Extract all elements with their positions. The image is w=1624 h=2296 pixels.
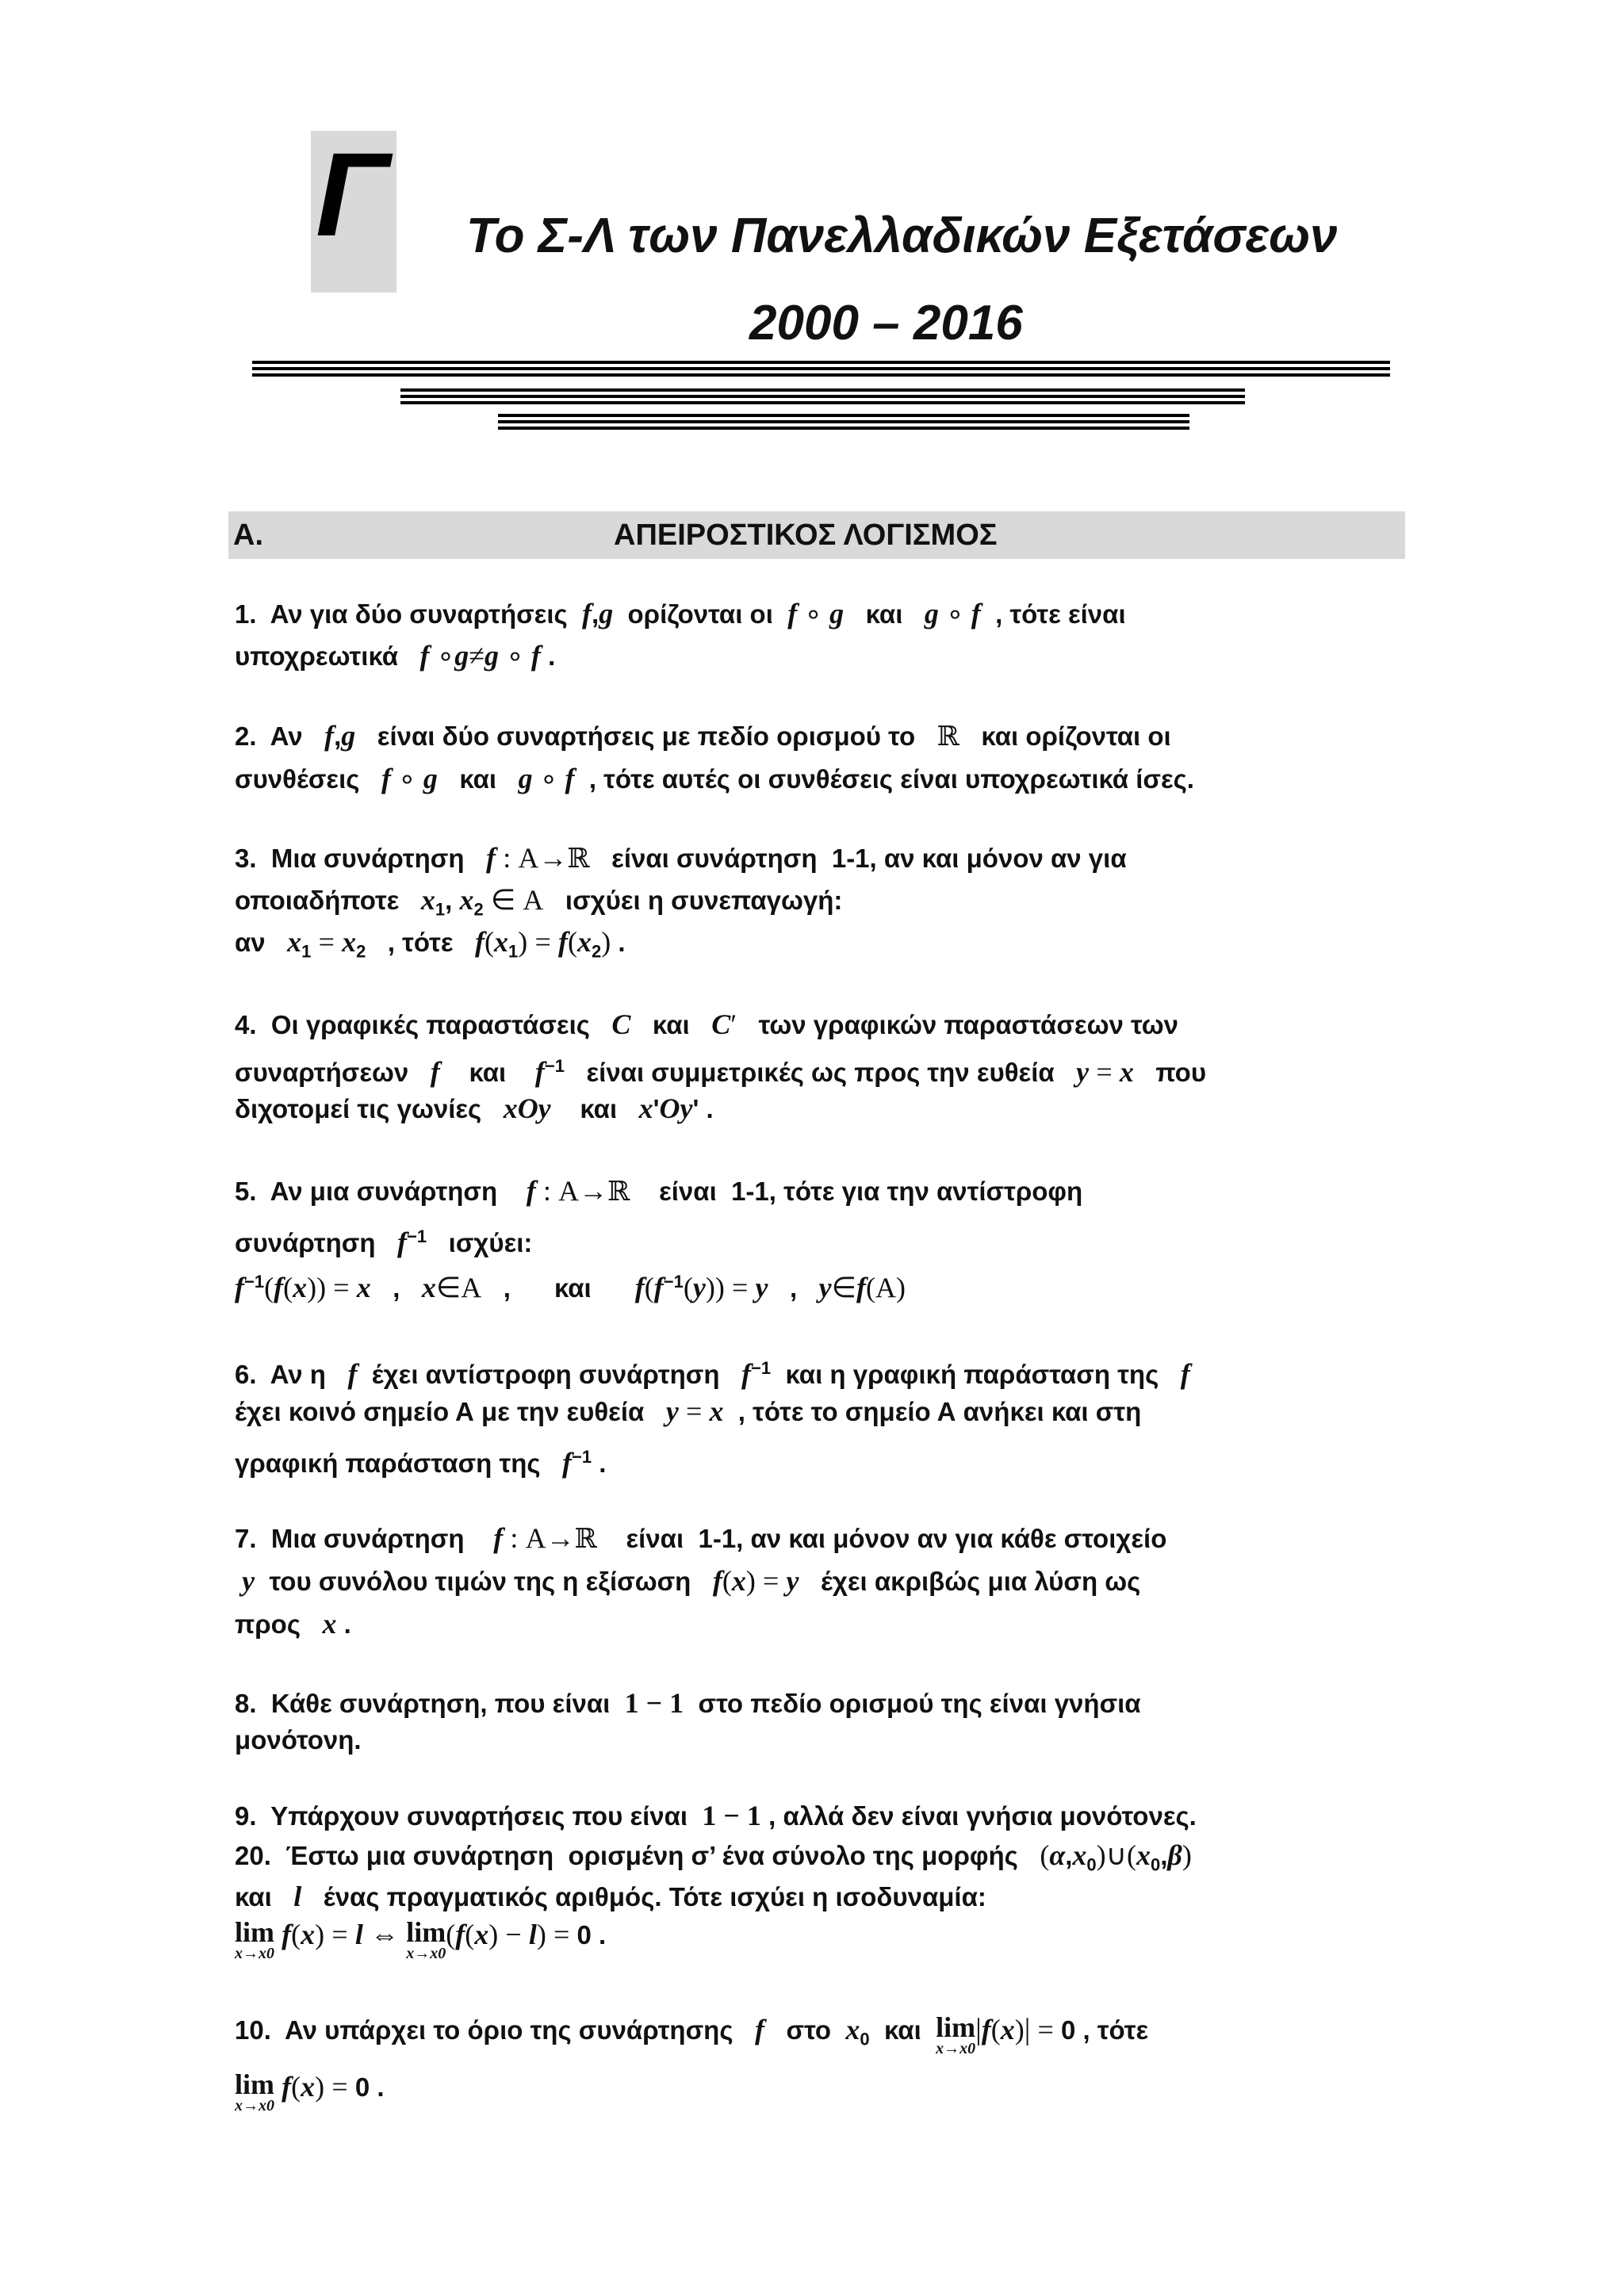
item-number: 3. <box>235 844 257 873</box>
limit-notation: lim x→x0 <box>235 1916 274 1962</box>
section-letter: Α. <box>233 519 263 552</box>
chapter-letter: Γ <box>316 128 389 261</box>
item-number: 2. <box>235 721 257 751</box>
page-title: Το Σ-Λ των Πανελλαδικών Εξετάσεων <box>466 209 1338 263</box>
page-subtitle-years: 2000 – 2016 <box>749 296 1023 350</box>
item-number: 7. <box>235 1524 257 1553</box>
item-number: 6. <box>235 1360 257 1389</box>
limit-notation: lim x→x0 <box>235 2068 274 2114</box>
item-number: 10. <box>235 2015 271 2045</box>
item-number: 4. <box>235 1010 257 1039</box>
limit-notation: lim x→x0 <box>936 2011 976 2057</box>
item-number: 20. <box>235 1841 271 1870</box>
section-title: ΑΠΕΙΡΟΣΤΙΚΟΣ ΛΟΓΙΣΜΟΣ <box>614 519 998 552</box>
item-number: 5. <box>235 1177 257 1206</box>
item-number: 1. <box>235 599 257 629</box>
limit-notation: lim x→x0 <box>406 1916 446 1962</box>
item-number: 8. <box>235 1689 257 1718</box>
item-number: 9. <box>235 1801 257 1831</box>
